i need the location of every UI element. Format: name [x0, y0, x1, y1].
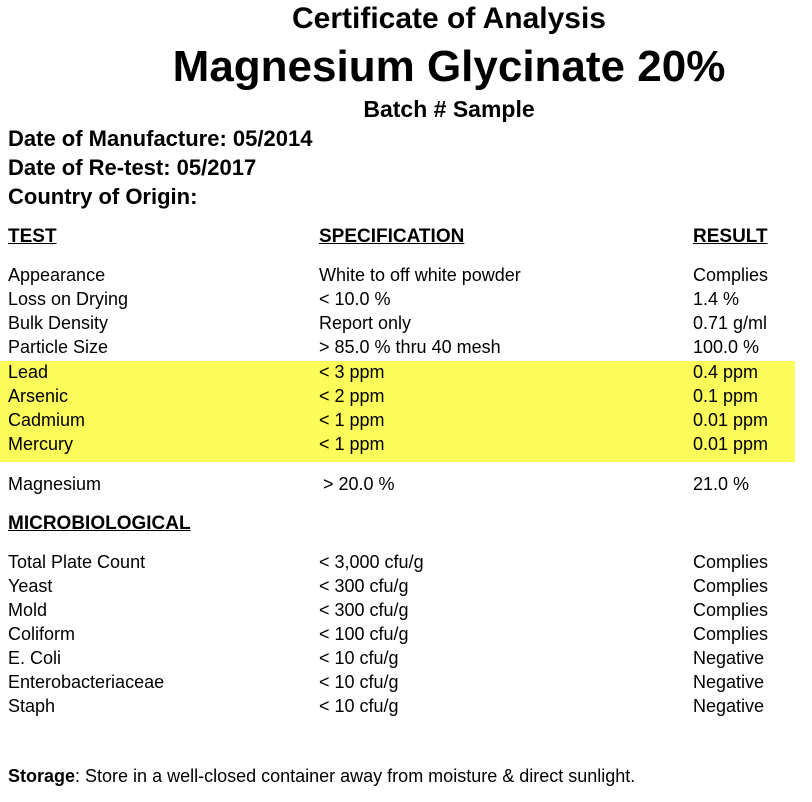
test-specification: < 10 cfu/g — [319, 648, 399, 668]
test-name: Mold — [8, 600, 48, 620]
storage-text: : Store in a well-closed container away from moisture & direct sunlight. — [75, 766, 636, 786]
table-row — [0, 386, 812, 410]
test-result: Negative — [693, 648, 765, 668]
test-name: Staph — [8, 696, 56, 716]
test-result: 0.01 ppm — [693, 434, 769, 454]
test-specification: < 10 cfu/g — [319, 672, 399, 692]
test-name: Yeast — [8, 576, 53, 596]
test-specification: < 1 ppm — [319, 410, 385, 430]
test-result: 0.01 ppm — [693, 410, 769, 430]
test-result: 100.0 % — [693, 337, 760, 357]
table-row — [0, 672, 812, 696]
test-specification: Report only — [319, 313, 412, 333]
table-row — [0, 434, 812, 458]
test-result: Negative — [693, 696, 765, 716]
date-of-manufacture: Date of Manufacture: 05/2014 — [8, 126, 313, 151]
table-row — [0, 313, 812, 337]
test-name: Bulk Density — [8, 313, 109, 333]
table-row — [0, 696, 812, 720]
table-row — [0, 337, 812, 361]
test-result: 0.4 ppm — [693, 362, 759, 382]
test-name: E. Coli — [8, 648, 62, 668]
test-name: Loss on Drying — [8, 289, 129, 309]
test-specification: < 10.0 % — [319, 289, 391, 309]
table-row — [0, 576, 812, 600]
test-result: 0.71 g/ml — [693, 313, 768, 333]
test-result: Complies — [693, 600, 769, 620]
test-name: Magnesium — [8, 474, 102, 494]
test-specification: < 300 cfu/g — [319, 600, 409, 620]
test-name: Total Plate Count — [8, 552, 146, 572]
test-name: Lead — [8, 362, 49, 382]
product-name: Magnesium Glycinate 20% — [172, 42, 726, 91]
test-result: Complies — [693, 624, 769, 644]
column-header-test: TEST — [8, 226, 57, 247]
test-specification: < 1 ppm — [319, 434, 385, 454]
test-result: Complies — [693, 265, 769, 285]
test-specification: < 10 cfu/g — [319, 696, 399, 716]
test-specification: < 3 ppm — [319, 362, 385, 382]
table-row — [0, 552, 812, 576]
test-specification: > 20.0 % — [323, 474, 395, 494]
test-specification: < 100 cfu/g — [319, 624, 409, 644]
test-specification: White to off white powder — [319, 265, 521, 285]
test-name: Mercury — [8, 434, 74, 454]
test-name: Arsenic — [8, 386, 69, 406]
test-name: Coliform — [8, 624, 76, 644]
test-result: Negative — [693, 672, 765, 692]
table-row — [0, 474, 812, 498]
table-row — [0, 410, 812, 434]
storage-label: Storage — [8, 766, 76, 786]
test-specification: < 3,000 cfu/g — [319, 552, 424, 572]
test-result: 21.0 % — [693, 474, 750, 494]
table-row — [0, 600, 812, 624]
test-name: Cadmium — [8, 410, 86, 430]
table-row — [0, 289, 812, 313]
table-row — [0, 265, 812, 289]
country-of-origin: Country of Origin: — [8, 184, 198, 209]
test-name: Appearance — [8, 265, 106, 285]
batch-number: Batch # Sample — [363, 96, 535, 122]
test-specification: < 2 ppm — [319, 386, 385, 406]
test-specification: < 300 cfu/g — [319, 576, 409, 596]
column-header-specification: SPECIFICATION — [319, 226, 465, 247]
table-row — [0, 648, 812, 672]
test-name: Enterobacteriaceae — [8, 672, 165, 692]
microbiological-heading: MICROBIOLOGICAL — [8, 513, 191, 534]
table-row — [0, 624, 812, 648]
storage-note — [8, 766, 635, 787]
document-title: Certificate of Analysis — [292, 2, 606, 35]
date-of-retest: Date of Re-test: 05/2017 — [8, 155, 257, 180]
test-specification: > 85.0 % thru 40 mesh — [319, 337, 501, 357]
table-row — [0, 362, 812, 386]
test-result: Complies — [693, 552, 769, 572]
test-result: Complies — [693, 576, 769, 596]
test-result: 1.4 % — [693, 289, 740, 309]
column-header-result: RESULT — [693, 226, 768, 247]
test-result: 0.1 ppm — [693, 386, 759, 406]
test-name: Particle Size — [8, 337, 109, 357]
